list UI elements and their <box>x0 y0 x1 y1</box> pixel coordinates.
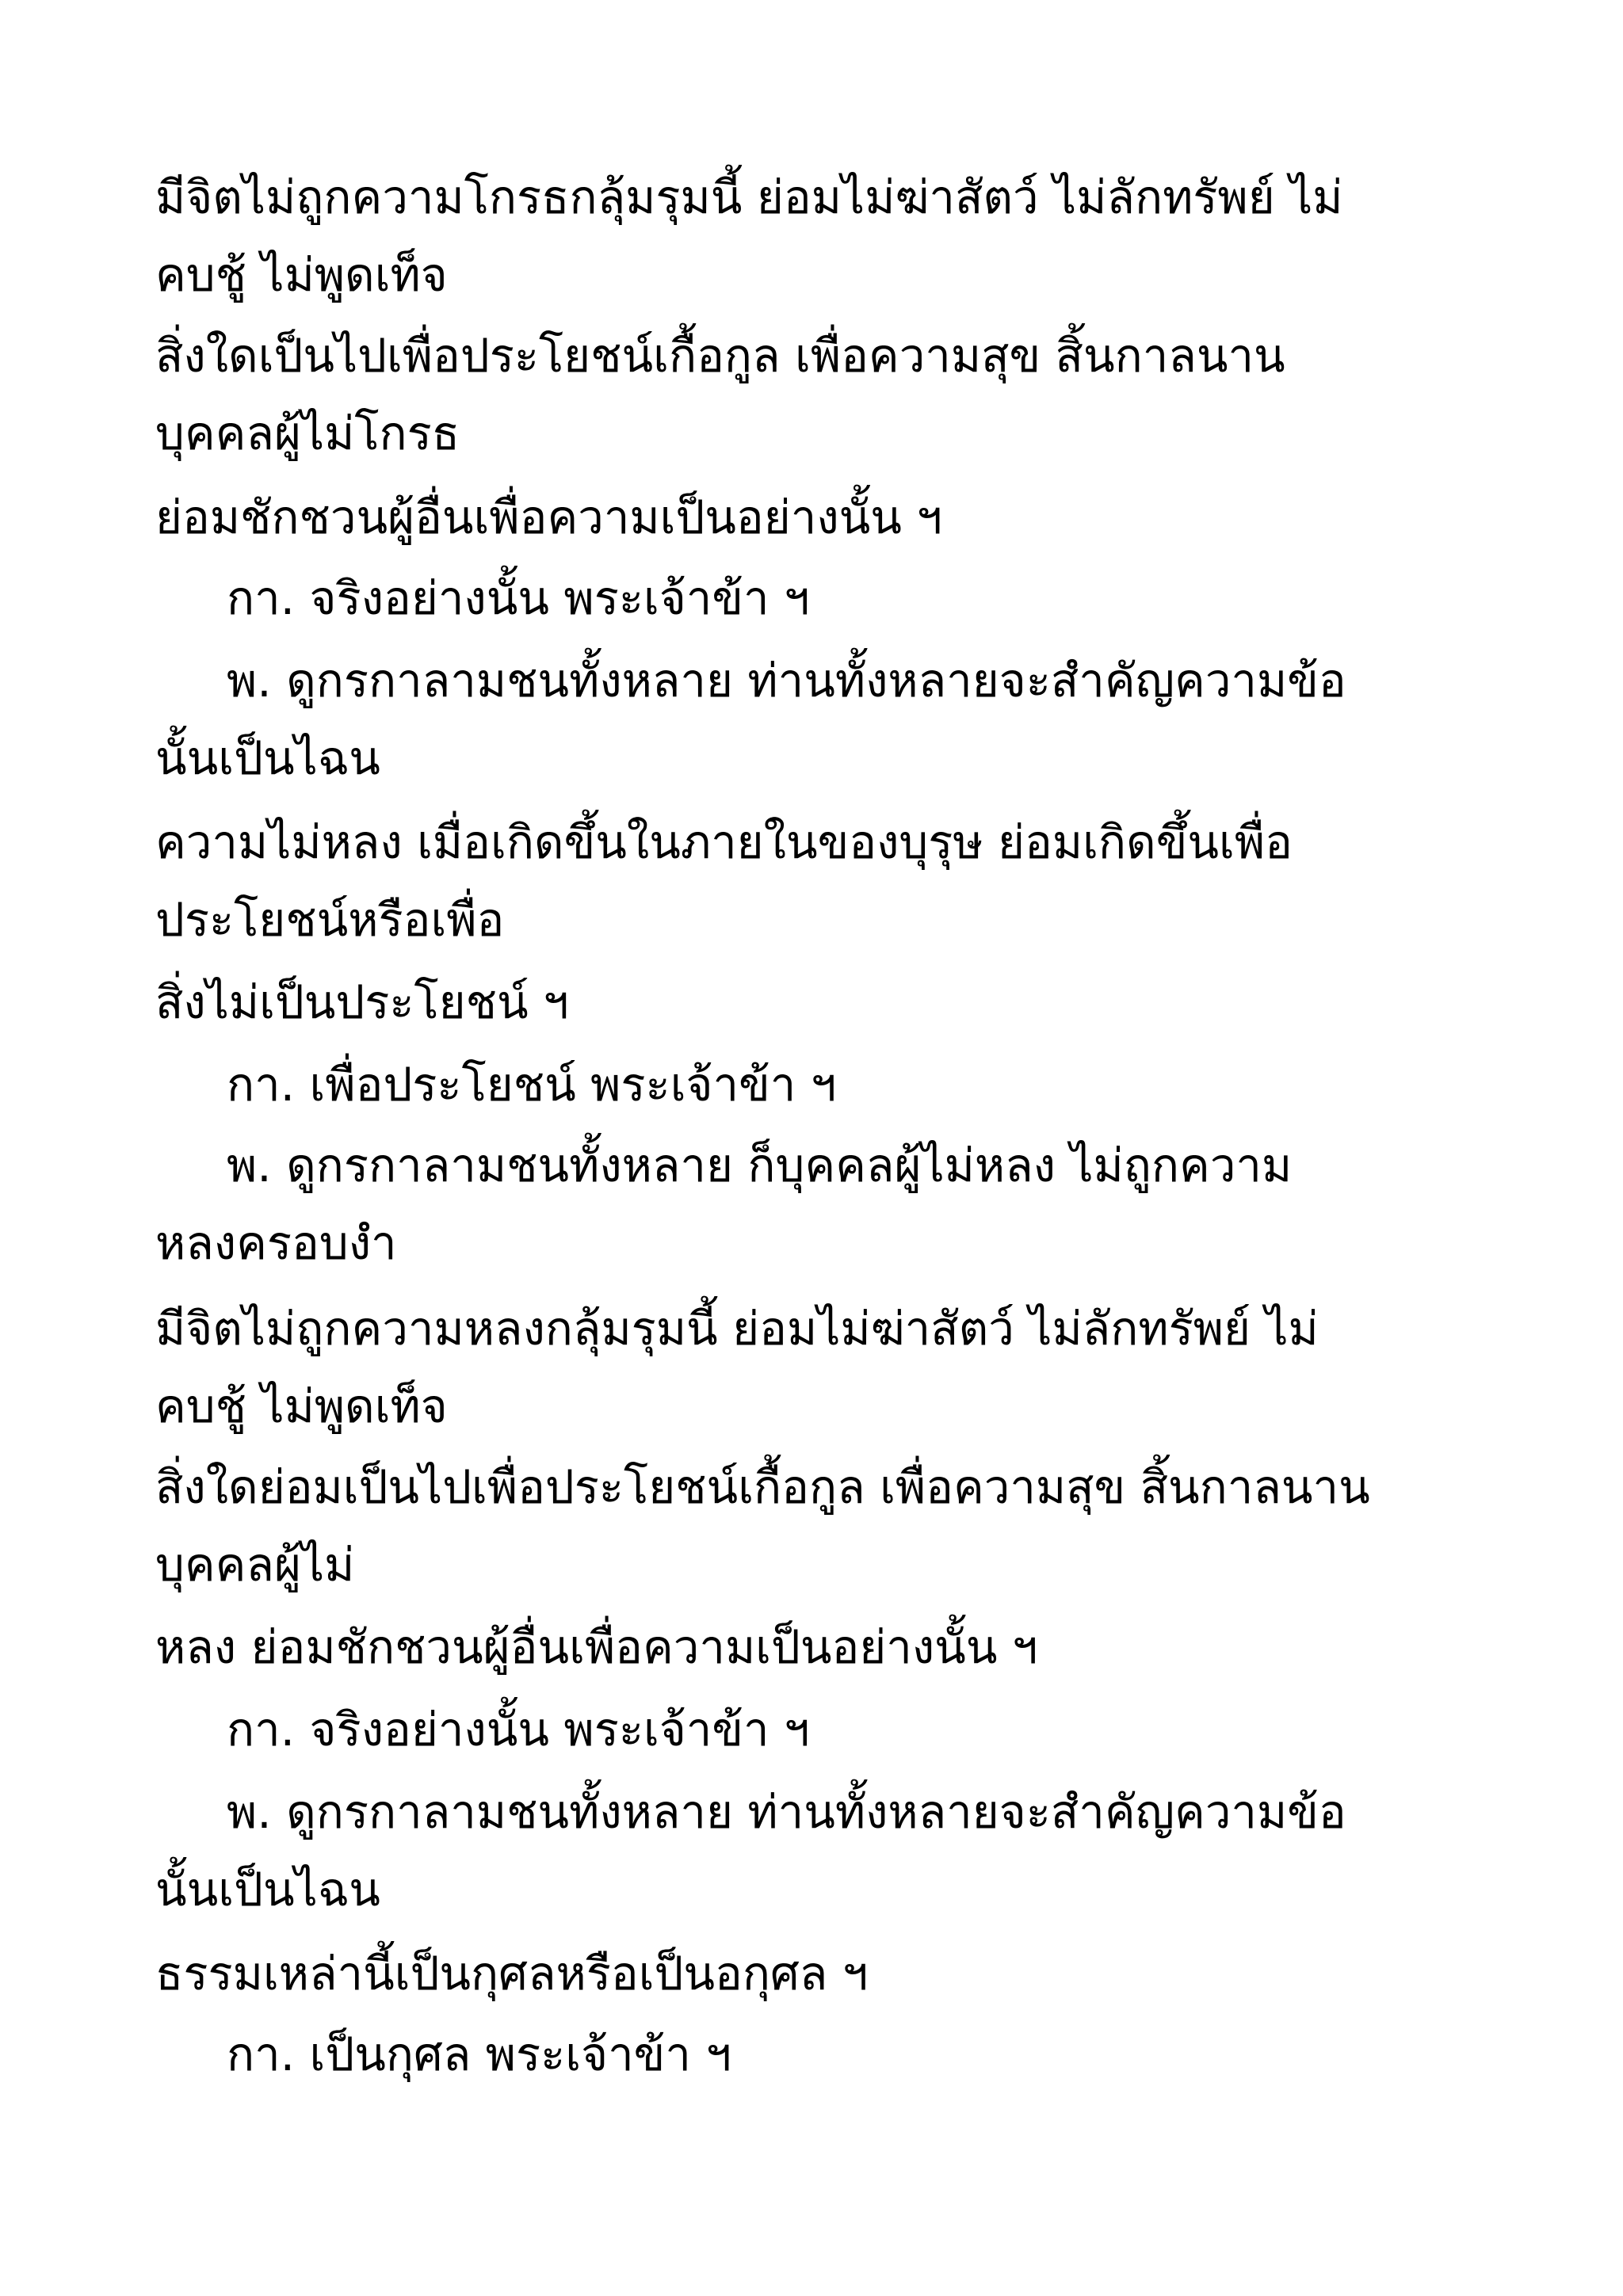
text-line: ประโยชน์หรือเพื่อ <box>155 893 505 947</box>
text-line: บุคคลผู้ไม่โกรธ <box>155 406 460 460</box>
text-line: คบชู้ ไม่พูดเท็จ <box>155 248 448 302</box>
text-line: สิ่งใดย่อมเป็นไปเพื่อประโยชน์เกื้อกูล เพื่อความสุข สิ้นกาลนาน <box>155 1460 1370 1514</box>
text-line: พ. ดูกรกาลามชนทั้งหลาย ก็บุคคลผู้ไม่หลง ไม่ถูกความ <box>227 1138 1293 1192</box>
text-line: พ. ดูกรกาลามชนทั้งหลาย ท่านทั้งหลายจะสำคัญความข้อ <box>227 1785 1346 1839</box>
text-line: พ. ดูกรกาลามชนทั้งหลาย ท่านทั้งหลายจะสำคัญความข้อ <box>227 654 1346 707</box>
text-line: กา. เพื่อประโยชน์ พระเจ้าข้า ฯ <box>227 1058 837 1112</box>
text-line: กา. เป็นกุศล พระเจ้าข้า ฯ <box>227 2027 731 2081</box>
text-line: สิ่งไม่เป็นประโยชน์ ฯ <box>155 975 569 1029</box>
text-line: สิ่งใดเป็นไปเพื่อประโยชน์เกื้อกูล เพื่อความสุข สิ้นกาลนาน <box>155 329 1285 383</box>
text-line: นั้นเป็นไฉน <box>155 731 380 785</box>
text-line: ธรรมเหล่านี้เป็นกุศลหรือเป็นอกุศล ฯ <box>155 1947 869 2000</box>
text-line: หลง ย่อมชักชวนผู้อื่นเพื่อความเป็นอย่างนั้น ฯ <box>155 1620 1038 1674</box>
text-line: หลงครอบงำ <box>155 1216 397 1270</box>
text-line: นั้นเป็นไฉน <box>155 1863 380 1917</box>
text-line: มีจิตไม่ถูกความโกรธกลุ้มรุมนี้ ย่อมไม่ฆ่าสัตว์ ไม่ลักทรัพย์ ไม่ <box>155 170 1343 224</box>
text-line: กา. จริงอย่างนั้น พระเจ้าข้า ฯ <box>227 1703 810 1756</box>
text-line: ย่อมชักชวนผู้อื่นเพื่อความเป็นอย่างนั้น ฯ <box>155 490 942 544</box>
text-line: คบชู้ ไม่พูดเท็จ <box>155 1379 448 1433</box>
text-line: ความไม่หลง เมื่อเกิดขึ้นในภายในของบุรุษ ย่อมเกิดขึ้นเพื่อ <box>155 815 1293 869</box>
text-line: บุคคลผู้ไม่ <box>155 1538 355 1592</box>
text-line: มีจิตไม่ถูกความหลงกลุ้มรุมนี้ ย่อมไม่ฆ่าสัตว์ ไม่ลักทรัพย์ ไม่ <box>155 1302 1319 1356</box>
text-line: กา. จริงอย่างนั้น พระเจ้าข้า ฯ <box>227 571 810 625</box>
